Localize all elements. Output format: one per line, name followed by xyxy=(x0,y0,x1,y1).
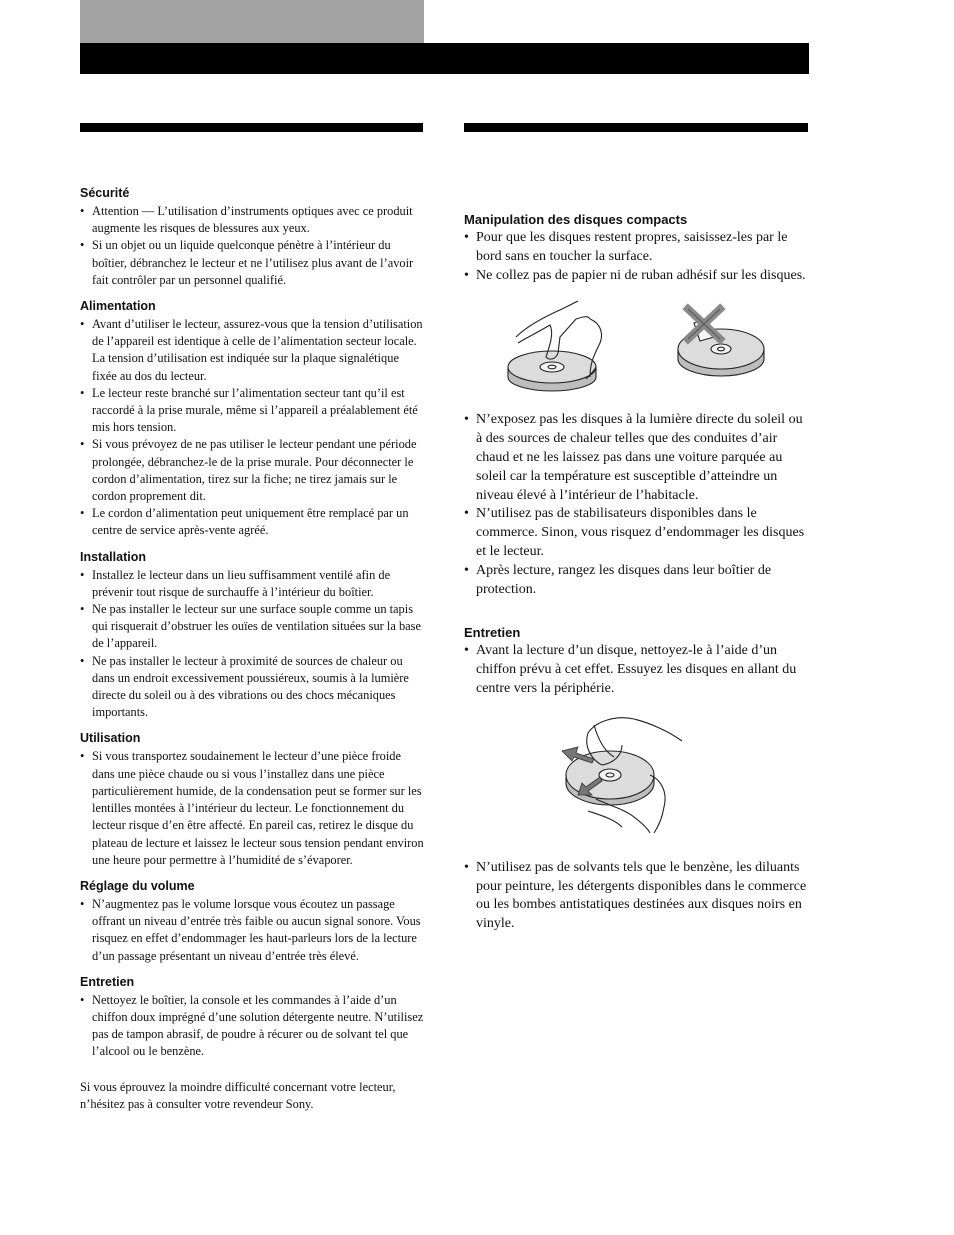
bullet-list xyxy=(80,567,425,722)
list-item: • Si vous prévoyez de ne pas utiliser le lecteur pendant une période prolongée, débranchez-le de la prise murale. Pour déconnecter le cordon d’alimentation, tirez sur la fiche; ne tirez jamais sur le cordon proprement dit. xyxy=(80,436,425,505)
right-column xyxy=(464,212,810,934)
list-item: • N’exposez pas les disques à la lumière directe du soleil ou à des sources de chaleur telles que des conduites d’air chaud et ne les laissez pas dans une voiture parquée au soleil car la température est susceptible d’atteindre un niveau élevé à l’intérieur de l’habitacle. xyxy=(464,411,810,505)
section-title: Utilisation xyxy=(80,731,141,746)
list-item: • Ne collez pas de papier ni de ruban adhésif sur les disques. xyxy=(464,267,810,286)
disc-held-by-edge-icon xyxy=(508,301,602,391)
bullet-list xyxy=(464,229,810,285)
list-item: • N’utilisez pas de solvants tels que le benzène, les diluants pour peinture, les détergents disponibles dans le commerce ou les bombes antistatiques destinées aux disques noirs en vinyle. xyxy=(464,859,810,934)
list-item: • Si un objet ou un liquide quelconque pénètre à l’intérieur du boîtier, débranchez le lecteur et ne l’utilisez plus avant de l’avoir fait contrôler par un personnel qualifié. xyxy=(80,237,425,289)
list-item: • Après lecture, rangez les disques dans leur boîtier de protection. xyxy=(464,562,810,600)
closing-note: Si vous éprouvez la moindre difficulté concernant votre lecteur, n’hésitez pas à consulter votre revendeur Sony. xyxy=(80,1079,396,1111)
list-item: • Le lecteur reste branché sur l’alimentation secteur tant qu’il est raccordé à la prise murale, même si l’appareil a préalablement été mis hors tension. xyxy=(80,385,425,437)
right-column-rule xyxy=(464,123,808,132)
header-gray-tab xyxy=(80,0,424,44)
list-item: • Ne pas installer le lecteur sur une surface souple comme un tapis qui risquerait d’obstruer les ouïes de ventilation situées sur la base de l’appareil. xyxy=(80,601,425,653)
list-item: • Avant d’utiliser le lecteur, assurez-vous que la tension d’utilisation de l’appareil est identique à celle de l’alimentation secteur locale. La tension d’utilisation est indiquée sur la plaque signalétique fixée au dos du lecteur. xyxy=(80,316,425,385)
list-item: • Pour que les disques restent propres, saisissez-les par le bord sans en toucher la surface. xyxy=(464,229,810,267)
bullet-list xyxy=(464,411,810,599)
bullet-list xyxy=(80,316,425,540)
disc-cleaning-illustration xyxy=(464,715,810,845)
section-title: Alimentation xyxy=(80,299,156,314)
section-entretien xyxy=(80,975,425,1061)
list-item: • Attention — L’utilisation d’instruments optiques avec ce produit augmente les risques de blessures aux yeux. xyxy=(80,203,425,237)
section-title: Sécurité xyxy=(80,186,130,200)
section-title: Installation xyxy=(80,549,146,564)
left-column-rule xyxy=(80,123,423,132)
list-item: • Le cordon d’alimentation peut uniquement être remplacé par un centre de service après-vente agréé. xyxy=(80,505,425,539)
bullet-list xyxy=(80,896,425,965)
section-reglage-volume xyxy=(80,879,425,965)
disc-wiping-hand-icon xyxy=(566,718,682,833)
header-black-band xyxy=(80,43,809,74)
section-title: Entretien xyxy=(80,974,135,989)
left-column xyxy=(80,186,425,1113)
list-item: • Si vous transportez soudainement le lecteur d’une pièce froide dans une pièce chaude ou si vous l’installez dans une pièce particulièrement humide, de la condensation peut se former sur les lentilles montées à l’intérieur du lecteur. Le fonctionnement du lecteur risque d’en être affecté. En pareil cas, retirez le disque du plateau de lecture et laissez le lecteur sous tension pendant environ une heure pour permettre à l’humidité de s’évaporer. xyxy=(80,748,425,868)
list-item: • N’utilisez pas de stabilisateurs disponibles dans le commerce. Sinon, vous risquez d’endommager les disques et le lecteur. xyxy=(464,505,810,561)
bullet-list xyxy=(464,859,810,934)
bullet-list xyxy=(464,642,810,698)
disc-handling-illustration xyxy=(464,297,810,397)
list-item: • Nettoyez le boîtier, la console et les commandes à l’aide d’un chiffon doux imprégné d’une solution détergente neutre. N’utilisez pas de tampon abrasif, de poudre à récurer ou de solvant tel que l’alcool ou le benzène. xyxy=(80,992,425,1061)
section-installation xyxy=(80,550,425,722)
bullet-list xyxy=(80,748,425,868)
section-title: Réglage du volume xyxy=(80,878,195,893)
bullet-list xyxy=(80,992,425,1061)
bullet-list xyxy=(80,203,425,289)
disc-with-tape-prohibited-icon xyxy=(678,309,764,376)
list-item: • Avant la lecture d’un disque, nettoyez-le à l’aide d’un chiffon prévu à cet effet. Essuyez les disques en allant du centre vers la périphérie. xyxy=(464,642,810,698)
section-securite xyxy=(80,186,425,289)
section-title-manipulation: Manipulation des disques compacts xyxy=(464,212,688,227)
section-utilisation xyxy=(80,731,425,868)
section-title-entretien: Entretien xyxy=(464,625,521,641)
list-item: • Ne pas installer le lecteur à proximité de sources de chaleur ou dans un endroit excessivement poussiéreux, soumis à la lumière directe du soleil ou à des vibrations ou des chocs mécaniques importants. xyxy=(80,653,425,722)
section-alimentation xyxy=(80,299,425,540)
list-item: • Installez le lecteur dans un lieu suffisamment ventilé afin de prévenir tout risque de surchauffe à l’intérieur du boîtier. xyxy=(80,567,425,601)
list-item: • N’augmentez pas le volume lorsque vous écoutez un passage offrant un niveau d’entrée très faible ou aucun signal sonore. Vous risquez en effet d’endommager les haut-parleurs lors de la lecture d’un passage présentant un niveau d’entrée très élevé. xyxy=(80,896,425,965)
